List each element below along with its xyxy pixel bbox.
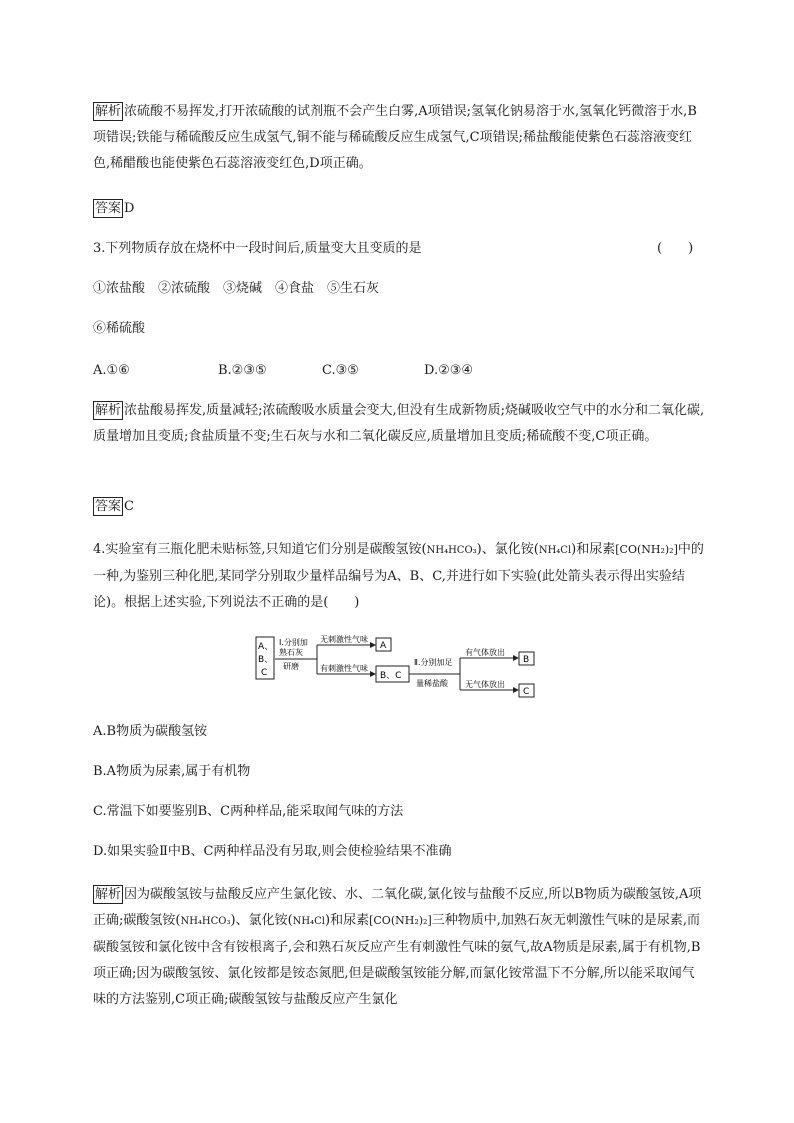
answer-tag: 答案 [95,201,122,216]
answer-value: C [124,499,134,514]
question-3-stem: 3.下列物质存放在烧杯中一段时间后,质量变大且变质的是 [93,241,422,256]
q3-items-line2: ⑥稀硫酸 [93,321,146,336]
analysis-text: 浓硫酸不易挥发,打开浓硫酸的试剂瓶不会产生白雾,A项错误;氢氧化钠易溶于水,氢氧化钙微溶于水,B项错误;铁能与稀硫酸反应生成氢气,铜不能与稀硫酸反应生成氢气,C项错误;稀盐酸能使紫色石蕊溶液变红色,稀醋酸也能使紫色石蕊溶液变红色,D项正确。 [93,104,697,171]
step1-label-line1: Ⅰ.分别加 [279,638,308,647]
analysis-paragraph-q4: 解析 因为碳酸氢铵与盐酸反应产生氯化铵、水、二氧化碳,氯化铵与盐酸不反应,所以B物质为碳酸氢铵,A项正确;碳酸氢铵(NH₄HCO₃)、氯化铵(NH₄Cl)和尿素[CO(NH₂)₂]三种物质中,加熟石灰无刺激性气味的是尿素,而碳酸氢铵和氯化铵中含有铵根离子,会和熟石灰反应产生有刺激性气味的氨气,故A物质是尿素,属于有机物,B项正确;因为碳酸氢铵、氯化铵都是铵态氮肥,但是碳酸氢铵能分解,而氯化铵常温下不分解,所以能采取闻气味的方法鉴别,C项正确;碳酸氢铵与盐酸反应产生氯化 [93,887,702,1007]
analysis-tag: 解析 [95,104,122,119]
q4-option-a: A.B物质为碳酸氢铵 [93,724,208,739]
svg-text:B: B [523,655,530,665]
start-box-line2: B、 [258,655,274,665]
experiment-flow-diagram [250,632,550,706]
step2-label-line1: Ⅱ.分别加足 [414,658,453,667]
start-box-line3: C [261,668,268,678]
formula-nh4cl: NH₄Cl [538,545,572,556]
q3-option-b: B.②③⑤ [218,363,267,378]
answer-value: D [124,201,135,216]
svg-text:B、C: B、C [380,671,402,681]
q3-answer-bracket: ( ) [657,241,694,256]
answer-tag: 答案 [95,499,122,514]
svg-text:C: C [523,687,530,697]
step2-label-line2: 量稀盐酸 [416,679,448,688]
q3-option-a: A.①⑥ [93,363,130,378]
formula-nh4cl: NH₄Cl [292,916,326,927]
analysis-paragraph-q2 [93,99,705,177]
q3-items-line1: ①浓盐酸 ②浓硫酸 ③烧碱 ④食盐 ⑤生石灰 [93,281,380,296]
label-gas: 有气体放出 [465,648,505,657]
analysis-tag: 解析 [95,403,122,418]
start-box-line1: A、 [258,642,274,652]
analysis-paragraph-q3 [93,398,705,450]
label-smell: 有刺激性气味 [320,664,368,673]
svg-text:A: A [380,641,387,651]
step1-label-line2: 熟石灰 [279,648,303,657]
q4-option-b: B.A物质为尿素,属于有机物 [93,764,251,779]
formula-urea: [CO(NH₂)₂] [615,543,678,556]
answer-line-q3 [93,494,705,520]
q3-option-d: D.②③④ [424,363,474,378]
analysis-tag: 解析 [95,887,122,902]
analysis-text: 浓盐酸易挥发,质量减轻;浓硫酸吸水质量会变大,但没有生成新物质;烧碱吸收空气中的水分和二氧化碳,质量增加且变质;食盐质量不变;生石灰与水和二氧化碳反应,质量增加且变质;稀硫酸不变,C项正确。 [93,403,705,444]
step1-label-line3: 研磨 [283,662,299,671]
question-4-stem: 4.实验室有三瓶化肥未贴标签,只知道它们分别是碳酸氢铵(NH₄HCO₃)、氯化铵(NH₄Cl)和尿素[CO(NH₂)₂]中的一种,为鉴别三种化肥,某同学分别取少量样品编号为A、B、C,并进行如下实验(此处箭头表示得出实验结论)。根据上述实验,下列说法不正确的是( ) [93,542,704,610]
answer-line-q2 [93,196,705,222]
formula-nh4hco3: NH₄HCO₃ [426,545,477,556]
label-no-smell: 无刺激性气味 [320,635,368,644]
label-no-gas: 无气体放出 [465,680,505,689]
formula-nh4hco3: NH₄HCO₃ [180,916,231,927]
q4-option-c: C.常温下如要鉴别B、C两种样品,能采取闻气味的方法 [93,804,404,819]
q3-option-c: C.③⑤ [322,363,359,378]
q4-option-d: D.如果实验Ⅱ中B、C两种样品没有另取,则会使检验结果不准确 [93,844,452,859]
formula-urea: [CO(NH₂)₂] [369,914,432,927]
